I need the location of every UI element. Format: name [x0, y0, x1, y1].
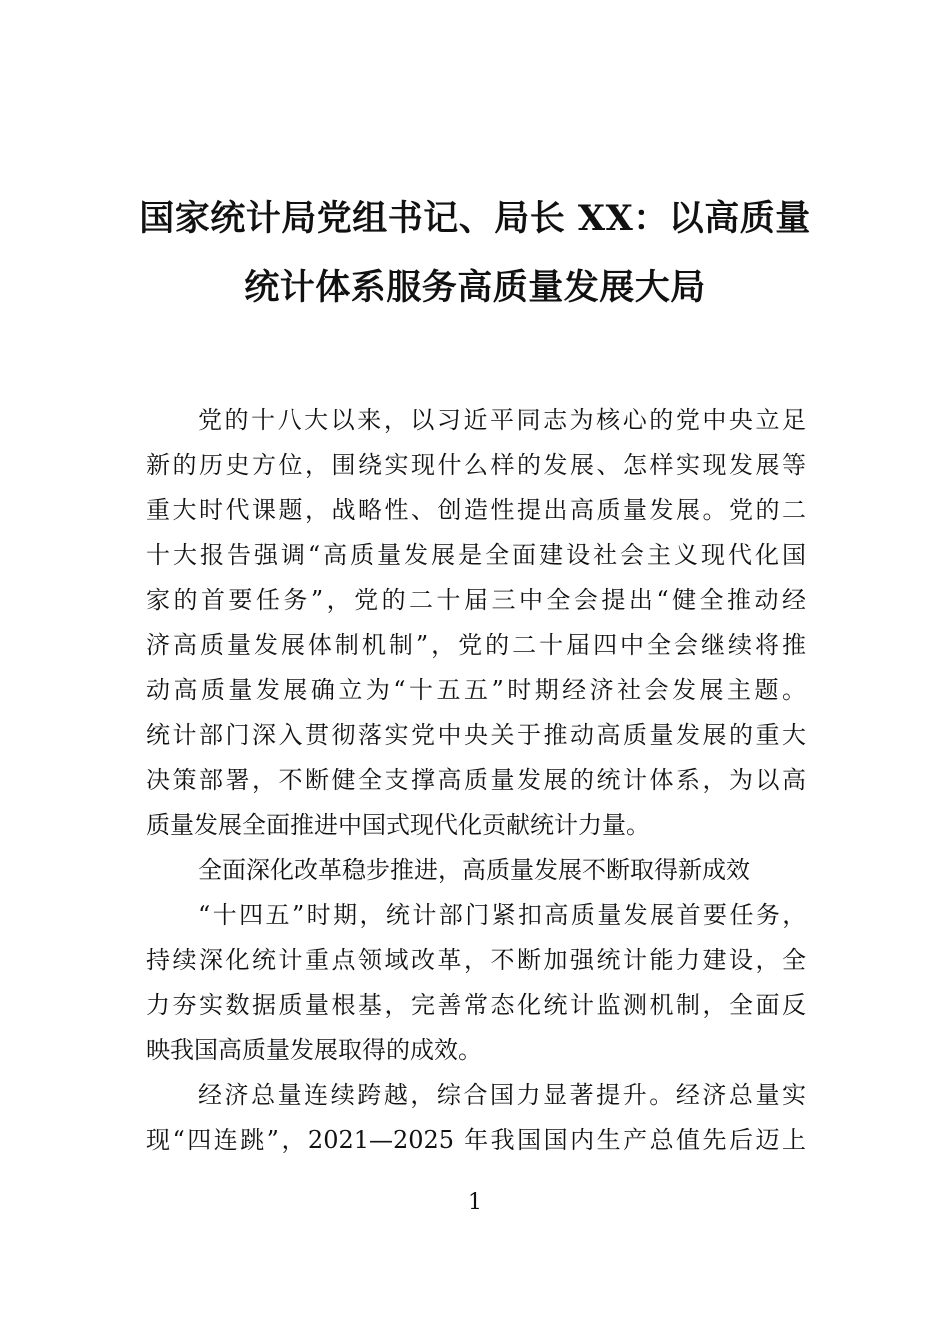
document-title-line-2: 统计体系服务高质量发展大局 [244, 267, 706, 308]
paragraph-line: 重大时代课题，战略性、创造性提出高质量发展。党的二 [146, 496, 806, 524]
document-body [146, 398, 806, 1163]
paragraph-line: 持续深化统计重点领域改革，不断加强统计能力建设，全 [146, 946, 806, 974]
paragraph-line: 统计部门深入贯彻落实党中央关于推动高质量发展的重大 [146, 721, 806, 749]
page-number: 1 [468, 1190, 482, 1215]
paragraph-line: 现“四连跳”，2021—2025 年我国国内生产总值先后迈上 [146, 1126, 806, 1154]
paragraph-line: 动高质量发展确立为“十五五”时期经济社会发展主题。 [146, 676, 806, 704]
paragraph-line: “十四五”时期，统计部门紧扣高质量发展首要任务， [198, 901, 806, 929]
paragraph-line: 质量发展全面推进中国式现代化贡献统计力量。 [146, 811, 650, 839]
paragraph-line: 党的十八大以来，以习近平同志为核心的党中央立足 [198, 406, 806, 434]
paragraph-line: 家的首要任务”，党的二十届三中全会提出“健全推动经 [146, 586, 806, 614]
paragraph-line: 映我国高质量发展取得的成效。 [146, 1036, 482, 1064]
paragraph-line: 十大报告强调“高质量发展是全面建设社会主义现代化国 [146, 541, 806, 569]
document-title-line-1: 国家统计局党组书记、局长 XX：以高质量 [139, 198, 811, 239]
section-heading: 全面深化改革稳步推进，高质量发展不断取得新成效 [198, 856, 750, 884]
paragraph-line: 济高质量发展体制机制”，党的二十届四中全会继续将推 [146, 631, 806, 659]
paragraph-line: 力夯实数据质量根基，完善常态化统计监测机制，全面反 [146, 991, 806, 1019]
paragraph-line: 经济总量连续跨越，综合国力显著提升。经济总量实 [198, 1081, 806, 1109]
paragraph-line: 新的历史方位，围绕实现什么样的发展、怎样实现发展等 [146, 451, 806, 479]
paragraph-line: 决策部署，不断健全支撑高质量发展的统计体系，为以高 [146, 766, 806, 794]
